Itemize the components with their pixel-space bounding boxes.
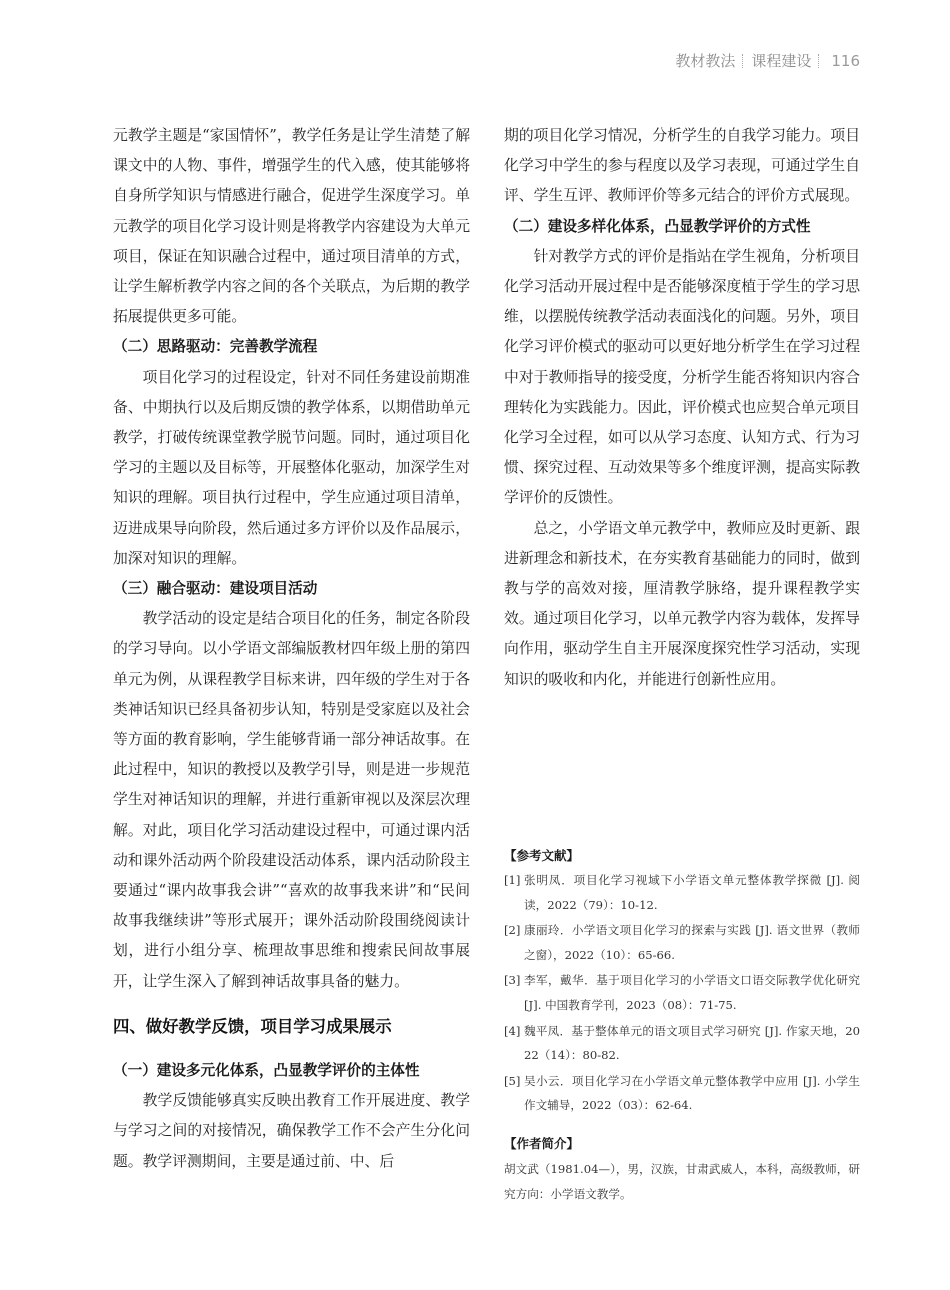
paragraph: 教学反馈能够真实反映出教育工作开展进度、教学与学习之间的对接情况，确保教学工作不会产生分化问题。教学评测期间，主要是通过前、中、后 [113, 1092, 470, 1170]
reference-text: 魏平凤．基于整体单元的语文项目式学习研究 [J]. 作家天地，2022（14）：80-82. [524, 1023, 860, 1063]
paragraph: 期的项目化学习情况，分析学生的自我学习能力。项目化学习中学生的参与程度以及学习表现，可通过学生自评、学生互评、教师评价等多元结合的评价方式展现。 [504, 127, 860, 205]
reference-item [504, 1069, 860, 1118]
reference-text: 吴小云．项目化学习在小学语文单元整体教学中应用 [J]. 小学生作文辅导，2022（03）：62-64. [524, 1073, 860, 1113]
subsection-heading: （二）思路驱动：完善教学流程 [113, 338, 318, 356]
subsection-heading: （一）建设多元化体系，凸显教学评价的主体性 [113, 1061, 420, 1079]
reference-index: [3] [504, 973, 521, 988]
references-title: 【参考文献】 [504, 848, 580, 863]
reference-item [504, 868, 860, 917]
references [504, 845, 860, 1118]
reference-text: 康丽玲．小学语文项目化学习的探索与实践 [J]. 语文世界（教师之窗），2022（10）：65-66. [524, 923, 860, 962]
header-divider [818, 54, 820, 68]
reference-text: 张明凤．项目化学习视域下小学语文单元整体教学探微 [J]. 阅读，2022（79）：10-12. [524, 873, 860, 912]
header-section: 教材教法 [675, 52, 736, 70]
subsection-heading: （二）建设多样化体系，凸显教学评价的方式性 [504, 217, 811, 235]
left-column [113, 121, 470, 1177]
page-header [675, 50, 860, 71]
author-bio [504, 1133, 860, 1206]
section-heading: 四、做好教学反馈，项目学习成果展示 [113, 1016, 392, 1036]
subsection-heading: （三）融合驱动：建设项目活动 [113, 580, 318, 598]
header-divider [742, 54, 744, 68]
reference-index: [2] [504, 923, 521, 938]
header-column: 课程建设 [751, 52, 812, 70]
paragraph: 项目化学习的过程设定，针对不同任务建设前期准备、中期执行以及后期反馈的教学体系，以期借助单元教学，打破传统课堂教学脱节问题。同时，通过项目化学习的主题以及目标等，开展整体化驱动，加深学生对知识的理解。项目执行过程中，学生应通过项目清单，迈进成果导向阶段，然后通过多方评价以及作品展示，加深对知识的理解。 [113, 368, 470, 567]
reference-index: [5] [504, 1073, 521, 1088]
page-number: 116 [831, 51, 860, 70]
paragraph: 针对教学方式的评价是指站在学生视角，分析项目化学习活动开展过程中是否能够深度植于学生的学习思维，以摆脱传统教学活动表面浅化的问题。另外，项目化学习评价模式的驱动可以更好地分析学生在学习过程中对于教师指导的接受度，分析学生能否将知识内容合理转化为实践能力。因此，评价模式也应契合单元项目化学习全过程，如可以从学习态度、认知方式、行为习惯、探究过程、互动效果等多个维度评测，提高实际教学评价的反馈性。 [504, 247, 860, 507]
paragraph: 总之，小学语文单元教学中，教师应及时更新、跟进新理念和新技术，在夯实教育基础能力的同时，做到教与学的高效对接，厘清教学脉络，提升课程教学实效。通过项目化学习，以单元教学内容为载体，发挥导向作用，驱动学生自主开展深度探究性学习活动，实现知识的吸收和内化，并能进行创新性应用。 [504, 519, 860, 688]
reference-item [504, 1019, 860, 1068]
right-column [504, 121, 860, 695]
reference-item [504, 918, 860, 967]
paragraph: 教学活动的设定是结合项目化的任务，制定各阶段的学习导向。以小学语文部编版教材四年级上册的第四单元为例，从课程教学目标来讲，四年级的学生对于各类神话知识已经具备初步认知，特别是受家庭以及社会等方面的教育影响，学生能够背诵一部分神话故事。在此过程中，知识的教授以及教学引导，则是进一步规范学生对神话知识的理解，并进行重新审视以及深层次理解。对此，项目化学习活动建设过程中，可通过课内活动和课外活动两个阶段建设活动体系，课内活动阶段主要通过“课内故事我会讲”“喜欢的故事我来讲”和“民间故事我继续讲”等形式展开；课外活动阶段围绕阅读计划，进行小组分享、梳理故事思维和搜索民间故事展开，让学生深入了解到神话故事具备的魅力。 [113, 610, 470, 990]
author-bio-text: 胡文武（1981.04—），男，汉族，甘肃武威人，本科，高级教师，研究方向：小学语文教学。 [504, 1162, 860, 1201]
reference-index: [4] [504, 1023, 521, 1038]
reference-text: 李军，戴华．基于项目化学习的小学语文口语交际教学优化研究 [J]. 中国教育学刊，2023（08）：71-75. [524, 973, 860, 1012]
reference-item [504, 968, 860, 1017]
author-bio-title: 【作者简介】 [504, 1136, 580, 1151]
reference-index: [1] [504, 873, 521, 887]
paragraph: 元教学主题是“家国情怀”，教学任务是让学生清楚了解课文中的人物、事件，增强学生的代入感，使其能够将自身所学知识与情感进行融合，促进学生深度学习。单元教学的项目化学习设计则是将教学内容建设为大单元项目，保证在知识融合过程中，通过项目清单的方式，让学生解析教学内容之间的各个关联点，为后期的教学拓展提供更多可能。 [113, 127, 470, 326]
